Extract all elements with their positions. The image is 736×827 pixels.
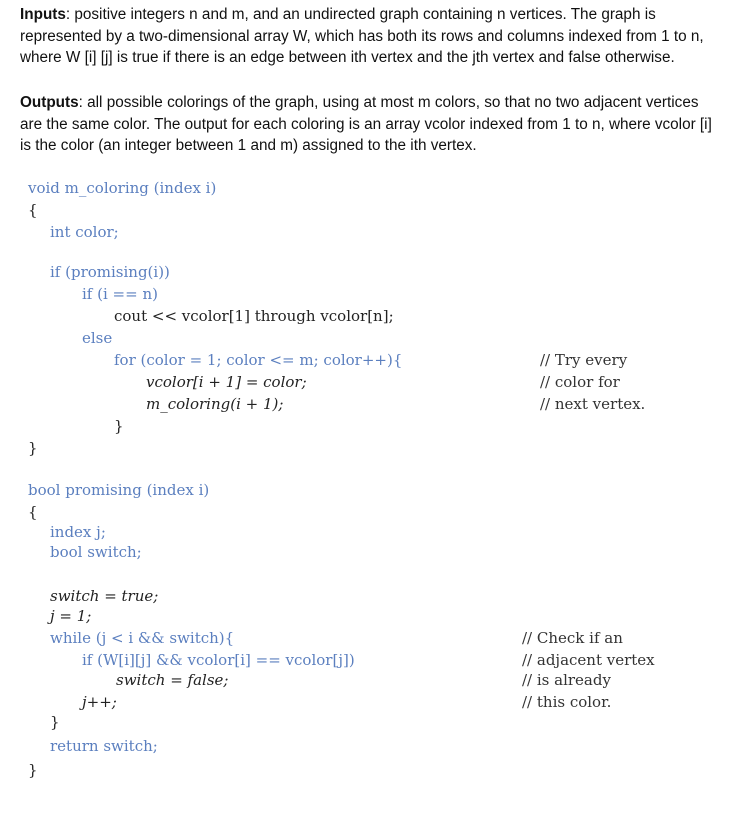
if-i-equals-n-line: if (i == n) [82, 285, 158, 303]
comment-next-vertex: // next vertex. [540, 395, 646, 413]
outputs-paragraph [20, 92, 724, 157]
cout-line: cout << vcolor[1] through vcolor[n]; [114, 307, 394, 325]
outputs-text: : all possible colorings of the graph, using at most m colors, so that no two adjacent vertices are the same color. The output for each coloring is an array vcolor indexed from 1 to n, where vcolor [i] is the color (an integer between 1 and m) assigned to the ith vertex. [20, 94, 712, 155]
brace-close-for: } [114, 417, 124, 435]
outputs-label: Outputs [20, 94, 79, 111]
brace-close-while: } [50, 713, 60, 731]
j-increment-line: j++; [82, 693, 117, 711]
comment-this-color: // this color. [522, 693, 612, 711]
for-loop-line: for (color = 1; color <= m; color++){ [114, 351, 403, 369]
comment-check-if: // Check if an [522, 629, 623, 647]
inputs-text: : positive integers n and m, and an undirected graph containing n vertices. The graph is represented by a two-dimensional array W, which has both its rows and columns indexed from 1 to n, where W [i] [j] is true if there is an edge between ith vertex and the jth vertex and false otherwise. [20, 6, 704, 67]
switch-true-line: switch = true; [50, 587, 159, 605]
brace-open-2: { [28, 503, 38, 521]
comment-is-already: // is already [522, 671, 611, 689]
comment-try-every: // Try every [540, 351, 628, 369]
m-coloring-signature: void m_coloring (index i) [28, 179, 217, 197]
comment-color-for: // color for [540, 373, 620, 391]
while-loop-line: while (j < i && switch){ [50, 629, 235, 647]
brace-close-1: } [28, 439, 38, 457]
inputs-label: Inputs [20, 6, 66, 23]
decl-color: int color; [50, 223, 119, 241]
decl-index-j: index j; [50, 523, 106, 541]
j-init-line: j = 1; [50, 607, 92, 625]
promising-signature: bool promising (index i) [28, 481, 210, 499]
else-line: else [82, 329, 113, 347]
switch-false-line: switch = false; [116, 671, 229, 689]
brace-close-2: } [28, 761, 38, 779]
recursive-call-line: m_coloring(i + 1); [146, 395, 284, 413]
brace-open-1: { [28, 201, 38, 219]
if-promising-line: if (promising(i)) [50, 263, 170, 281]
if-adjacent-line: if (W[i][j] && vcolor[i] == vcolor[j]) [82, 651, 355, 669]
comment-adjacent-vertex: // adjacent vertex [522, 651, 655, 669]
inputs-paragraph [20, 4, 724, 69]
return-line: return switch; [50, 737, 158, 755]
decl-bool-switch: bool switch; [50, 543, 142, 561]
assign-vcolor-line: vcolor[i + 1] = color; [146, 373, 307, 391]
